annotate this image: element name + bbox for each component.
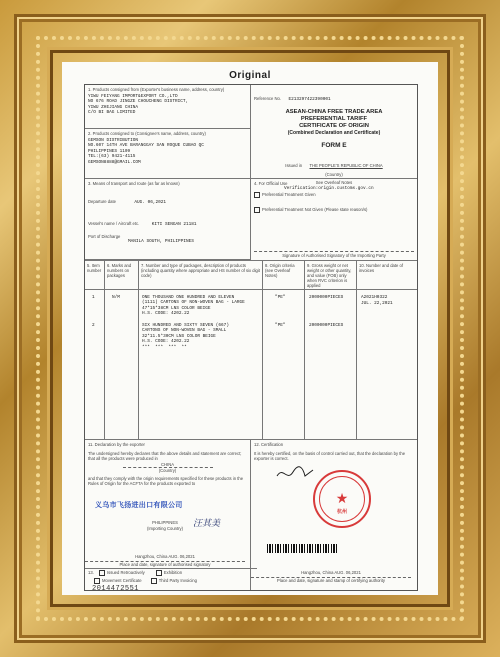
importing-party-signature-line: Signature of Authorised Signatory of the Importing Party	[254, 251, 414, 258]
country-caption: (Country)	[123, 467, 213, 473]
certifier-place-caption: Place and date, signature and stamp of certifying authority	[251, 577, 411, 583]
checkbox	[151, 578, 157, 584]
description-line: H.S. CODE: 4202.22	[142, 311, 190, 317]
barcode	[267, 544, 337, 553]
consignee-line: PHILIPPINES 1109	[88, 148, 131, 154]
goods-header-row	[85, 260, 417, 290]
official-use-box	[251, 179, 417, 260]
description-line: *** *** *** **	[142, 344, 187, 350]
preferential-given: Preferential Treatment Given	[262, 192, 316, 198]
form-title-line: CERTIFICATE OF ORIGIN	[299, 123, 369, 129]
seal-text: 杭州	[336, 509, 347, 515]
col-divider	[105, 290, 139, 440]
item-origin: "PE"	[275, 323, 286, 328]
invoice-number: A2021H0322	[361, 295, 388, 300]
vessel-label: Vessel's name / Aircraft etc.	[88, 221, 140, 226]
col-divider	[85, 290, 105, 440]
goods-body	[85, 290, 417, 440]
importing-country-caption: (Importing Country)	[146, 526, 184, 531]
declaration-text: The undersigned hereby declares that the above details and statement are correct; that all the products were produced in	[88, 451, 242, 461]
exporter-label: 1. Products consigned from (Exporter's business name, address, country)	[88, 87, 225, 92]
certification-box	[251, 440, 417, 590]
country-caption: (Country)	[325, 172, 343, 177]
checkbox	[254, 207, 260, 213]
port-of-discharge: MANILA SOUTH, PHILIPPINES	[128, 239, 194, 244]
reference-number: E213297422390001	[288, 97, 331, 102]
item-marks: N/M	[112, 295, 120, 300]
certification-label: 12. Certification	[254, 442, 284, 447]
transport-box	[85, 179, 251, 260]
col-marks: 6. Marks and numbers on packages	[105, 261, 139, 291]
issued-in-label: Issued in	[285, 163, 303, 168]
form-title-line: (Combined Declaration and Certificate)	[287, 130, 381, 136]
seal-star-icon: ★	[335, 490, 349, 506]
description-line: 47*15*38CM LNS COLOR BEIGE	[142, 305, 211, 311]
company-stamp: 义乌市飞扬进出口有限公司	[95, 502, 183, 509]
departure-label: Departure date	[88, 199, 116, 204]
form-title-line: ASEAN-CHINA FREE TRADE AREA	[285, 109, 383, 115]
importing-country: PHILIPPINES	[152, 520, 178, 525]
departure-date: AUG. 06,2021	[134, 200, 167, 205]
exporter-signature: 汪其美	[193, 519, 221, 529]
form-title-line: PREFERENTIAL TARIFF	[300, 116, 368, 122]
official-seal-icon	[313, 470, 371, 528]
consignee-line: NO.607 14TH AVE BARANGGAY SAN ROQUE CUBAO QC	[88, 143, 204, 149]
col-weight-value: 9. Gross weight or net weight or other quantity, and value (FOB) only when RVC criterion is applied	[305, 261, 357, 291]
description-line: 32*11.5*30CM LNS COLOR BEIGE	[142, 333, 216, 339]
item-quantity: 2000000PIECES	[309, 323, 344, 328]
box13-option: Third Party Invoicing	[158, 578, 197, 584]
description-line: (1111) CARTONS OF NON-WOVEN BAG - LARGE	[142, 300, 245, 306]
box13-option: Exhibition	[163, 570, 183, 576]
item-origin: "PE"	[275, 295, 286, 300]
port-label: Port of Discharge	[88, 234, 121, 239]
consignee-label: 2. Products consigned to (Consignee's name, address, country)	[88, 131, 206, 136]
certifier-place-date: Hangzhou, China AUG. 06,2021	[301, 570, 361, 575]
issued-in-country: THE PEOPLE'S REPUBLIC OF CHINA	[309, 163, 383, 168]
col-divider	[305, 290, 357, 440]
certifier-signature	[275, 464, 315, 484]
doc-title: Original	[229, 70, 271, 81]
preferential-not-given: Preferential Treatment Not Given (Please state reason/s)	[262, 207, 368, 213]
serial-number: 2014472551	[92, 585, 140, 593]
box13-option: Movement Certificate	[102, 578, 142, 584]
item-number: 1	[92, 295, 95, 300]
declaration-label: 11. Declaration by the exporter	[88, 442, 145, 447]
checkbox	[254, 192, 260, 198]
box13-label: 13.	[88, 570, 94, 576]
producing-country: CHINA	[160, 462, 175, 467]
checkbox	[94, 578, 100, 584]
checkbox	[156, 570, 162, 576]
consignee-line: TEL:(63) 9421-4115	[88, 154, 136, 160]
exporter-line: YIWU ZHEJIANG CHINA	[88, 104, 139, 110]
item-description	[142, 323, 229, 350]
col-divider	[263, 290, 305, 440]
overleaf-notes: See Overleaf Notes	[315, 180, 353, 185]
item-number: 2	[92, 323, 95, 328]
consignee-line: GEMSON DISTRIBUTION	[88, 138, 139, 143]
col-item-number: 5. Item number	[85, 261, 105, 291]
consignee-box	[85, 129, 251, 179]
official-use-label: 4. For Official Use	[254, 181, 288, 186]
col-description: 7. Number and type of packages, description of products (including quantity where appropriate and HS number of six digit code)	[139, 261, 263, 291]
reference-label: Reference No.	[254, 96, 281, 101]
description-line: SIX HUNDRED AND SIXTY SEVEN (667)	[142, 323, 229, 328]
col-invoices: 10. Number and date of invoices	[359, 263, 403, 273]
checkbox	[99, 570, 105, 576]
item-description	[142, 295, 245, 317]
exporter-line: NO 676 ROAD JINGZE CHOUCHENG DISTRICT,	[88, 99, 189, 105]
vessel-name: KITI SENGAN 21181	[151, 222, 197, 227]
verification-url: Verification:origin.customs.gov.cn	[284, 186, 374, 191]
exporter-declaration-box	[85, 440, 251, 590]
certificate-form	[84, 84, 418, 591]
certification-text: It is hereby certified, on the basis of control carried out, that the declaration by the exporter is correct.	[254, 451, 406, 461]
invoice-date: JUL. 22,2021	[361, 301, 393, 306]
certificate-paper	[62, 62, 438, 595]
description-line: CARTONS OF NON-WOVEN BAG - SMALL	[142, 328, 227, 334]
transport-label: 3. Means of transport and route (as far as known)	[88, 181, 180, 186]
description-line: ONE THOUSAND ONE HUNDRED AND ELEVEN	[142, 295, 235, 300]
item-quantity: 2000000PIECES	[309, 295, 344, 300]
declaration-text-2: and that they comply with the origin requirements specified for these products in the Rules of Origin for the ACFTA for the products exported to	[88, 476, 244, 486]
exporter-box	[85, 85, 251, 129]
exporter-place-caption: Place and date, signature of authorised signatory	[85, 561, 245, 567]
box13-option: Issued Retroactively	[107, 570, 145, 576]
exporter-line: C/O BI BAG LIMITED	[88, 110, 136, 116]
description-line: H.S. CODE: 4202.22	[142, 339, 190, 345]
exporter-place-date: Hangzhou, China AUG. 06,2021	[135, 554, 195, 559]
col-origin-criteria: 8. Origin criteria (see Overleaf Notes)	[263, 261, 305, 291]
box13	[85, 568, 257, 585]
form-name: FORM E	[321, 142, 347, 149]
consignee-line: GEMSON8888@GMAIL.COM	[88, 159, 141, 165]
exporter-line: YIWU FEIYANG IMPORT&EXPORT CO.,LTD	[88, 94, 178, 99]
